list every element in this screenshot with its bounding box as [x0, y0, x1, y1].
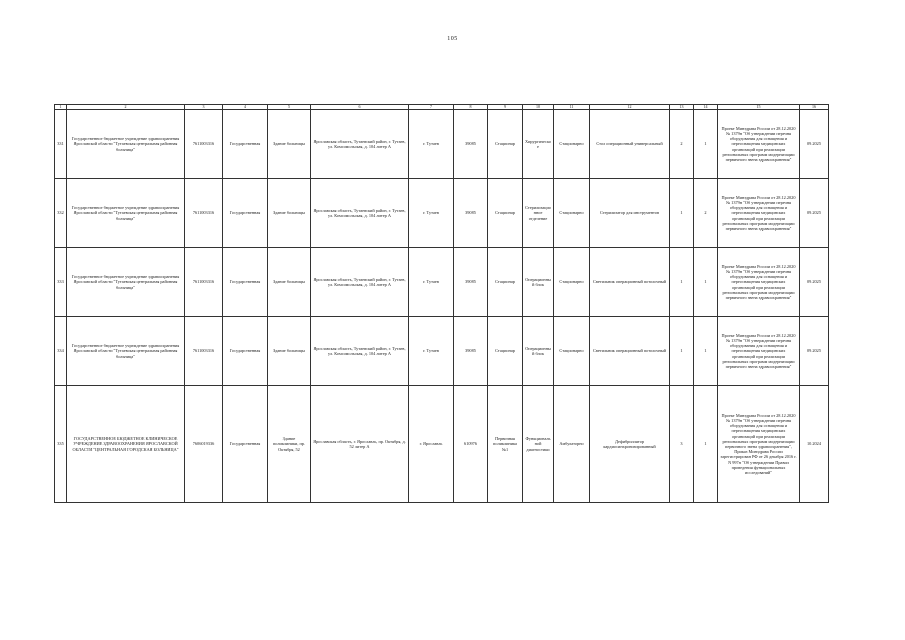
equipment-table: [54, 104, 829, 503]
organization-name: Государственное бюджетное учреждение здравоохранения Ярославской области "Тутаевская центральная районная больница": [67, 110, 185, 179]
row-number: 334: [55, 317, 67, 386]
building-name: Здание поликлиники, пр. Октября, 52: [268, 386, 311, 503]
column-header: 11: [554, 105, 590, 110]
quantity-required: 1: [670, 179, 694, 248]
column-header: 12: [590, 105, 670, 110]
table-row: [55, 386, 829, 503]
building-name: Здание больницы: [268, 317, 311, 386]
address: Ярославская область, Тутаевский район, г. Тутаев, ул. Комсомольская, д. 104 литер А: [311, 179, 409, 248]
inn: 7611003316: [185, 179, 223, 248]
equipment-name: Светильник операционный потолочный: [590, 248, 670, 317]
row-number: 335: [55, 386, 67, 503]
care-conditions: Стационарно: [554, 110, 590, 179]
column-header: 4: [223, 105, 268, 110]
column-header: 6: [311, 105, 409, 110]
column-header: 8: [454, 105, 488, 110]
quantity-planned: 1: [694, 110, 718, 179]
city: г. Тутаев: [409, 179, 454, 248]
quantity-required: 3: [670, 386, 694, 503]
equipment-name: Стол операционный универсальный: [590, 110, 670, 179]
city: г. Тутаев: [409, 110, 454, 179]
quantity-required: 1: [670, 317, 694, 386]
table-row: [55, 179, 829, 248]
care-conditions: Амбулаторно: [554, 386, 590, 503]
delivery-date: 10.2024: [800, 386, 829, 503]
row-number: 332: [55, 179, 67, 248]
equipment-name: Дефибриллятор кардиосинхронизированный: [590, 386, 670, 503]
delivery-date: 09.2025: [800, 248, 829, 317]
inn: 7611003316: [185, 317, 223, 386]
legal-basis: Проект Минздрава России от 28.12.2020 № 1379н "Об утверждении перечня оборудования для оснащения и переоснащения медицинских организаций при реализации региональных программ модернизации первичного звена здравоохранения", Приказ Минздрава России зарегистрирован РФ от 26 декабря 2016 г. N 997н "Об утверждении Правил проведения функциональных исследований": [718, 386, 800, 503]
column-header: 7: [409, 105, 454, 110]
ownership-form: Государственная: [223, 110, 268, 179]
care-type: Первичная поликлиника №1: [488, 386, 523, 503]
postal-index: 610976: [454, 386, 488, 503]
organization-name: Государственное бюджетное учреждение здравоохранения Ярославской области "Тутаевская центральная районная больница": [67, 317, 185, 386]
postal-index: 39085: [454, 248, 488, 317]
postal-index: 39085: [454, 317, 488, 386]
legal-basis: Проект Минздрава России от 28.12.2020 № 1379н "Об утверждении перечня оборудования для оснащения и переоснащения медицинских организаций при реализации региональных программ модернизации первичного звена здравоохранения": [718, 317, 800, 386]
organization-name: Государственное бюджетное учреждение здравоохранения Ярославской области "Тутаевская центральная районная больница": [67, 248, 185, 317]
ownership-form: Государственная: [223, 317, 268, 386]
postal-index: 39085: [454, 179, 488, 248]
column-header: 2: [67, 105, 185, 110]
city: г. Тутаев: [409, 317, 454, 386]
equipment-name: Светильник операционный потолочный: [590, 317, 670, 386]
table-row: [55, 248, 829, 317]
column-header: 9: [488, 105, 523, 110]
building-name: Здание больницы: [268, 248, 311, 317]
address: Ярославская область, г. Ярославль, пр. Октября, д. 52 литер А: [311, 386, 409, 503]
inn: 7606019336: [185, 386, 223, 503]
quantity-planned: 1: [694, 317, 718, 386]
department: Функциональной диагностики: [523, 386, 554, 503]
ownership-form: Государственная: [223, 386, 268, 503]
address: Ярославская область, Тутаевский район, г. Тутаев, ул. Комсомольская, д. 104 литер А: [311, 317, 409, 386]
ownership-form: Государственная: [223, 248, 268, 317]
building-name: Здание больницы: [268, 110, 311, 179]
quantity-planned: 1: [694, 248, 718, 317]
city: г. Тутаев: [409, 248, 454, 317]
postal-index: 39085: [454, 110, 488, 179]
column-header: 5: [268, 105, 311, 110]
care-type: Стационар: [488, 317, 523, 386]
address: Ярославская область, Тутаевский район, г. Тутаев, ул. Комсомольская, д. 104 литер А: [311, 248, 409, 317]
table-row: [55, 110, 829, 179]
department: Операционный блок: [523, 248, 554, 317]
city: г. Ярославль: [409, 386, 454, 503]
delivery-date: 09.2025: [800, 317, 829, 386]
care-conditions: Стационарно: [554, 248, 590, 317]
care-conditions: Стационарно: [554, 179, 590, 248]
department: Стерилизационное отделение: [523, 179, 554, 248]
ownership-form: Государственная: [223, 179, 268, 248]
page-number: 105: [447, 36, 458, 42]
address: Ярославская область, Тутаевский район, г. Тутаев, ул. Комсомольская, д. 104 литер А: [311, 110, 409, 179]
organization-name: ГОСУДАРСТВЕННОЕ БЮДЖЕТНОЕ КЛИНИЧЕСКОЕ УЧРЕЖДЕНИЕ ЗДРАВООХРАНЕНИЯ ЯРОСЛАВСКОЙ ОБЛАСТИ "ЦЕНТРАЛЬНАЯ ГОРОДСКАЯ БОЛЬНИЦА": [67, 386, 185, 503]
equipment-name: Стерилизатор для инструментов: [590, 179, 670, 248]
building-name: Здание больницы: [268, 179, 311, 248]
row-number: 333: [55, 248, 67, 317]
department: Хирургическое: [523, 110, 554, 179]
column-header: 15: [718, 105, 800, 110]
delivery-date: 09.2025: [800, 179, 829, 248]
inn: 7611003316: [185, 110, 223, 179]
care-type: Стационар: [488, 179, 523, 248]
organization-name: Государственное бюджетное учреждение здравоохранения Ярославской области "Тутаевская центральная районная больница": [67, 179, 185, 248]
care-type: Стационар: [488, 110, 523, 179]
quantity-planned: 1: [694, 386, 718, 503]
care-conditions: Стационарно: [554, 317, 590, 386]
column-header: 14: [694, 105, 718, 110]
quantity-required: 1: [670, 248, 694, 317]
table-row: [55, 317, 829, 386]
legal-basis: Проект Минздрава России от 28.12.2020 № 1379н "Об утверждении перечня оборудования для оснащения и переоснащения медицинских организаций при реализации региональных программ модернизации первичного звена здравоохранения": [718, 248, 800, 317]
column-header: 13: [670, 105, 694, 110]
column-header: 10: [523, 105, 554, 110]
legal-basis: Проект Минздрава России от 28.12.2020 № 1379н "Об утверждении перечня оборудования для оснащения и переоснащения медицинских организаций при реализации региональных программ модернизации первичного звена здравоохранения": [718, 179, 800, 248]
care-type: Стационар: [488, 248, 523, 317]
column-header: 1: [55, 105, 67, 110]
row-number: 331: [55, 110, 67, 179]
column-header: 3: [185, 105, 223, 110]
department: Операционный блок: [523, 317, 554, 386]
inn: 7611003316: [185, 248, 223, 317]
quantity-required: 2: [670, 110, 694, 179]
quantity-planned: 2: [694, 179, 718, 248]
column-header: 16: [800, 105, 829, 110]
legal-basis: Проект Минздрава России от 28.12.2020 № 1379н "Об утверждении перечня оборудования для оснащения и переоснащения медицинских организаций при реализации региональных программ модернизации первичного звена здравоохранения": [718, 110, 800, 179]
delivery-date: 09.2025: [800, 110, 829, 179]
